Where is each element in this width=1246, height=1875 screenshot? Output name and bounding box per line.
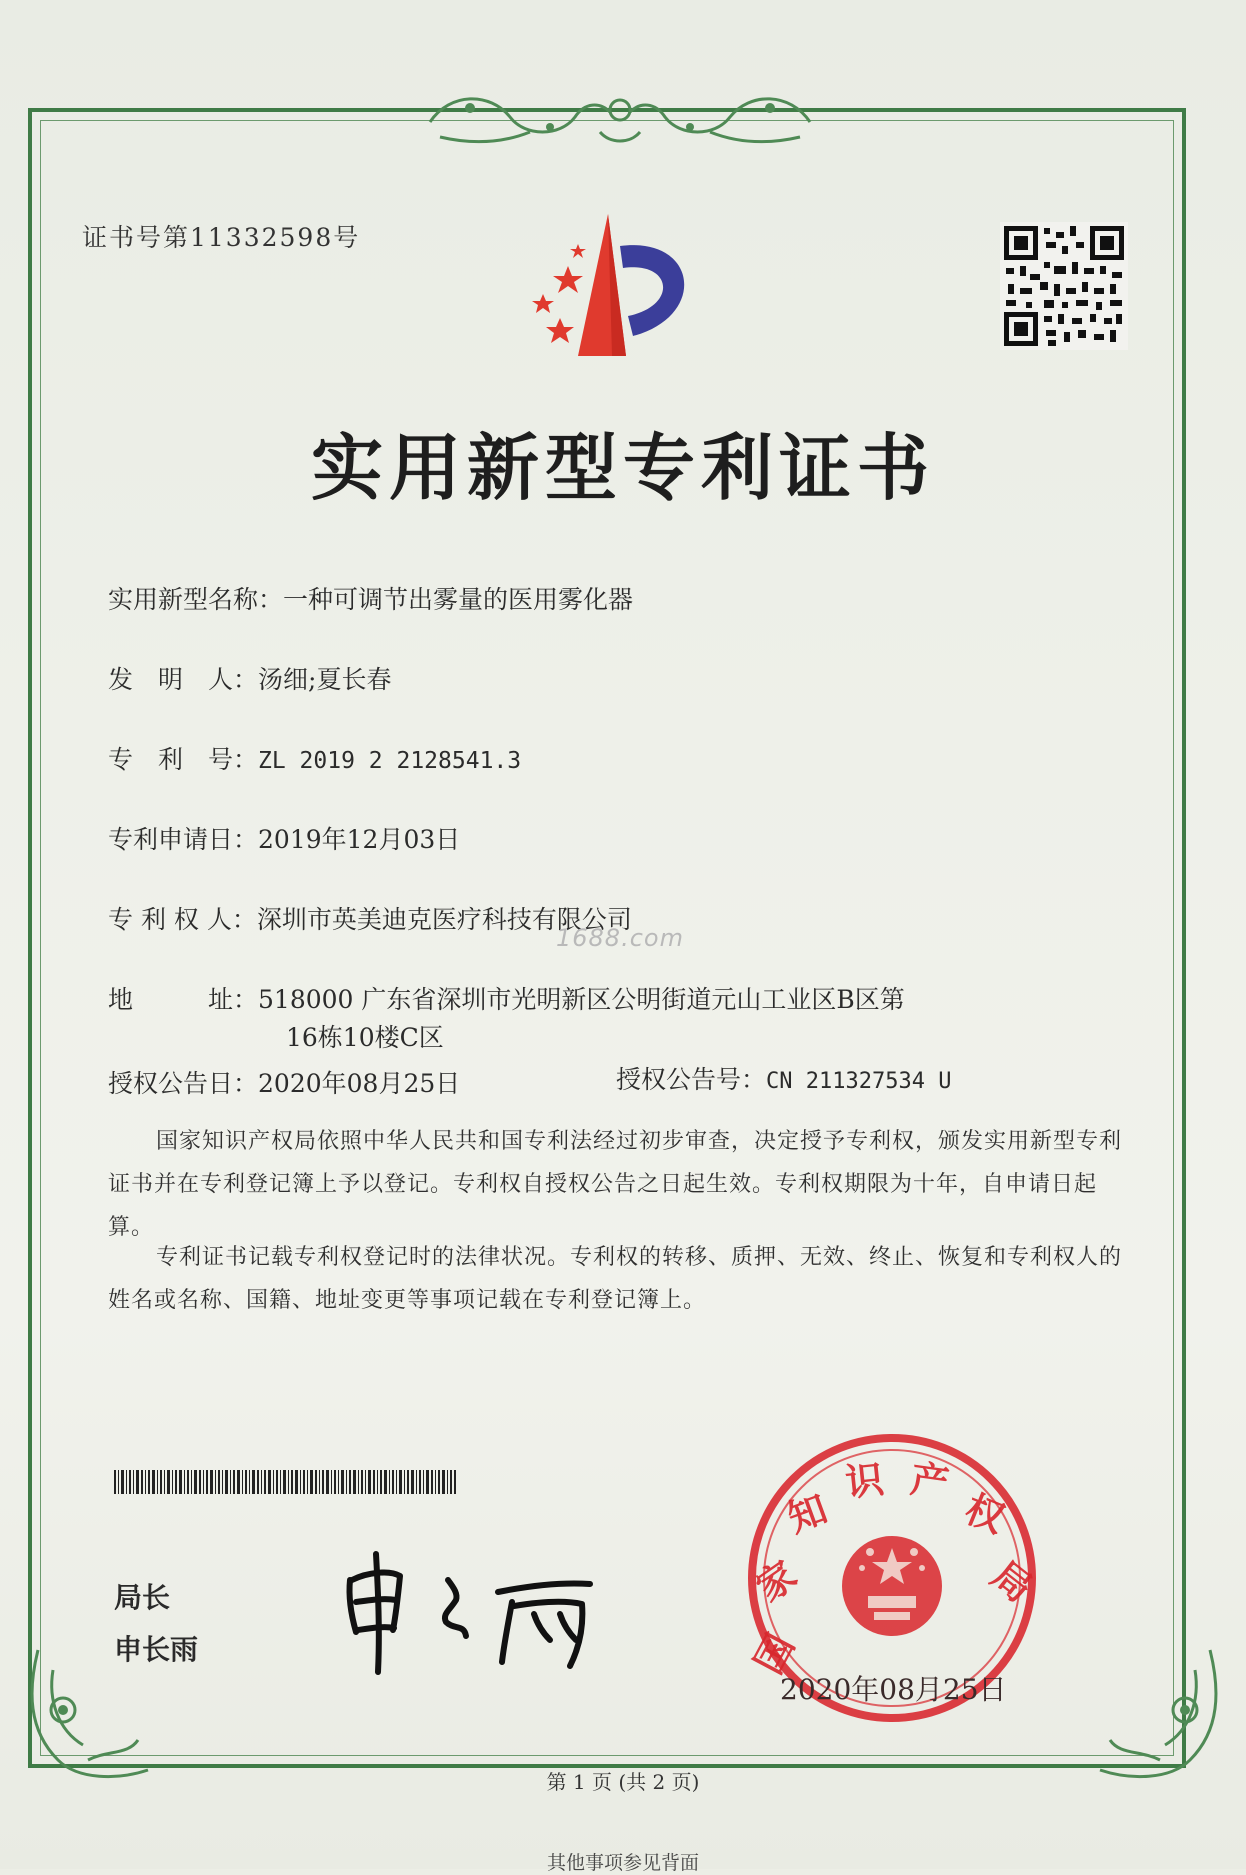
handwritten-signature — [338, 1540, 628, 1680]
svg-text:识: 识 — [843, 1457, 886, 1505]
seal-date: 2020年08月25日 — [780, 1673, 1007, 1706]
page-indicator: 第 1 页 (共 2 页) — [546, 1770, 700, 1794]
watermark: 1688.com — [556, 924, 684, 952]
top-ornament — [410, 82, 830, 152]
svg-text:局: 局 — [983, 1552, 1041, 1611]
field-patentee — [108, 900, 632, 936]
application-date-label: 专利申请日： — [108, 825, 259, 854]
model-name-value: 一种可调节出雾量的医用雾化器 — [283, 585, 634, 614]
field-grant-date — [108, 1064, 460, 1100]
body-paragraph-2: 专利证书记载专利权登记时的法律状况。专利权的转移、质押、无效、终止、恢复和专利权人的姓名或名称、国籍、地址变更等事项记载在专利登记簿上。 — [108, 1245, 1123, 1313]
address-label: 地 址： — [108, 985, 259, 1014]
inventor-label: 发 明 人： — [108, 665, 259, 694]
grant-date-value: 2020年08月25日 — [258, 1069, 461, 1098]
svg-text:产: 产 — [907, 1456, 952, 1506]
director-title: 局长 — [114, 1581, 171, 1614]
field-patent-number — [108, 740, 521, 776]
patentee-label: 专 利 权 人： — [108, 905, 257, 934]
svg-text:家: 家 — [748, 1552, 805, 1611]
certificate-number: 证书号第11332598号 — [82, 223, 361, 252]
patent-office-logo — [508, 206, 718, 366]
address-line1: 518000 广东省深圳市光明新区公明街道元山工业区B区第 — [258, 985, 905, 1014]
address-line2: 16栋10楼C区 — [286, 1023, 444, 1052]
qr-code — [1000, 222, 1128, 350]
model-name-label: 实用新型名称： — [108, 585, 284, 614]
field-model-name — [108, 580, 633, 616]
field-inventor — [108, 660, 391, 696]
svg-text:知: 知 — [782, 1486, 833, 1541]
svg-text:国: 国 — [746, 1626, 803, 1682]
field-application-date — [108, 820, 460, 856]
grant-number-label: 授权公告号： — [616, 1065, 767, 1094]
body-paragraph-1: 国家知识产权局依照中华人民共和国专利法经过初步审查，决定授予专利权，颁发实用新型专利证书并在专利登记簿上予以登记。专利权自授权公告之日起生效。专利权期限为十年，自申请日起算。 — [108, 1129, 1123, 1240]
back-note: 其他事项参见背面 — [546, 1852, 699, 1874]
svg-text:权: 权 — [959, 1486, 1011, 1542]
field-address — [108, 980, 905, 1016]
grant-date-label: 授权公告日： — [108, 1069, 259, 1098]
director-name: 申长雨 — [114, 1633, 199, 1666]
patentee-value: 深圳市英美迪克医疗科技有限公司 — [256, 905, 632, 934]
field-grant-number — [616, 1060, 951, 1096]
inventor-value: 汤细;夏长春 — [258, 665, 392, 694]
grant-number-value: CN 211327534 U — [766, 1069, 952, 1094]
patent-number-label: 专 利 号： — [108, 745, 259, 774]
certificate-title: 实用新型专利证书 — [310, 425, 935, 510]
barcode — [114, 1470, 458, 1494]
patent-number-value: ZL 2019 2 2128541.3 — [258, 748, 522, 774]
application-date-value: 2019年12月03日 — [258, 825, 461, 854]
